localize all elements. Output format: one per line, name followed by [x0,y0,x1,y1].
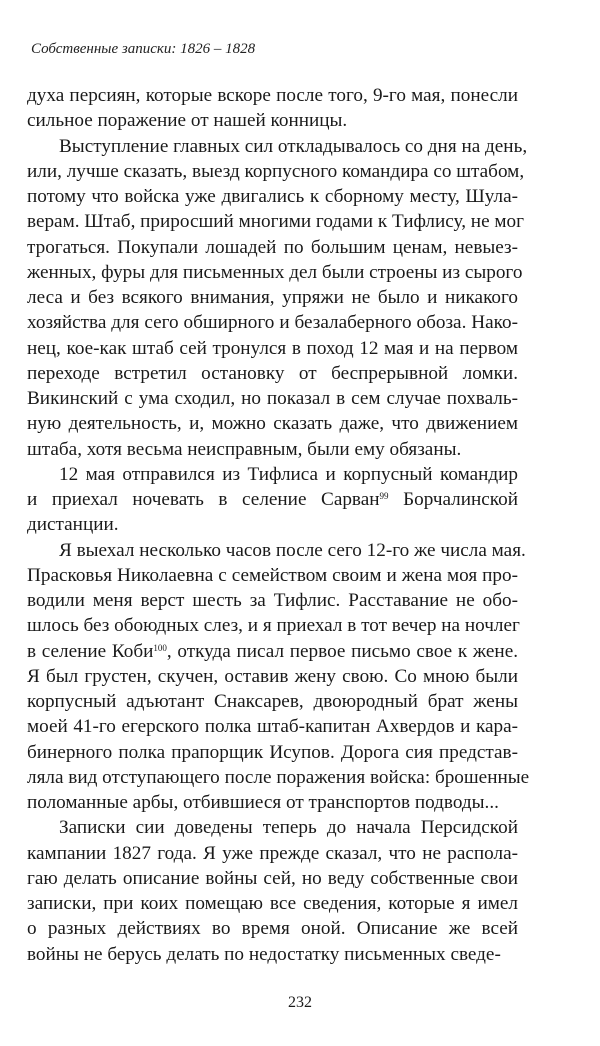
text-line: водили меня верст шесть за Тифлис. Расставание не обо- [27,590,518,611]
text-line: гаю делать описание войны сей, но веду собственные свои [27,867,518,889]
text-line: кампании 1827 года. Я уже прежде сказал, что не распола- [27,842,518,864]
paragraph [27,538,530,816]
body-text [27,83,530,967]
text-segment: Борчалинской [388,489,518,510]
paragraph [27,462,518,538]
text-line: корпусный адъютант Снаксарев, двоюродный брат жены [27,691,518,712]
text-line: Прасковья Николаевна с семейством своим и жена моя про- [27,564,518,586]
text-segment: , откуда писал первое письмо свое к жене. [166,640,519,662]
text-line: Выступление главных сил откладывалось со дня на день, [59,135,528,157]
text-line: ляла вид отступающего после поражения войска: брошенные [27,766,530,788]
text-line: шлось без обоюдных слез, и я приехал в тот вечер на ночлег [27,615,520,637]
text-segment: и приехал ночевать в селение Сарван [27,489,380,510]
text-line: войны не берусь делать по недостатку письменных сведе- [27,943,501,965]
page-number: 232 [288,994,312,1011]
text-line: бинерного полка прапорщик Исупов. Дорога сия представ- [27,741,518,763]
text-line: или, лучше сказать, выезд корпусного командира со штабом, [27,160,525,182]
text-line: о разных действиях во время оной. Описание же всей [27,918,518,940]
text-line: нец, кое-как штаб сей тронулся в поход 12 мая и на первом [27,337,518,359]
text-line: верам. Штаб, приросший многими годами к Тифлису, не мог [27,211,524,233]
footnote-ref: 99 [379,491,389,501]
text-line: записки, при коих помещаю все сведения, которые я имел [27,893,518,914]
text-line: дистанции. [27,514,119,536]
text-line: моей 41-го егерского полка штаб-капитан Ахвердов и кара- [27,716,518,738]
text-line: штаба, хотя весьма неисправным, были ему обязаны. [27,438,462,460]
text-line: 12 мая отправился из Тифлиса и корпусный командир [59,463,518,485]
text-line [27,639,518,664]
text-line: духа персиян, которые вскоре после того, 9-го мая, понесли [27,85,518,106]
text-line: Я выехал несколько часов после сего 12-го же числа мая. [59,539,526,561]
text-line: трогаться. Покупали лошадей по большим ценам, невыез- [27,236,518,258]
paragraph [27,134,528,462]
text-line: сильное поражение от нашей конницы. [27,110,348,132]
text-segment: в селение Коби [27,640,154,662]
text-line: поломанные арбы, отбившиеся от транспортов подводы... [27,792,499,813]
text-line: ную деятельность, и, можно сказать даже, что движением [27,413,518,435]
text-line: переходе встретил остановку от беспрерывной ломки. [27,362,518,384]
text-line: Викинский с ума сходил, но показал в сем случае похваль- [27,388,518,409]
text-line [27,487,518,512]
text-line: потому что войска уже двигались к сборному месту, Шула- [27,186,518,207]
text-line: женных, фуры для письменных дел были строены из сырого [27,261,523,283]
running-head: Собственные записки: 1826 – 1828 [31,41,256,57]
paragraph [27,815,518,967]
text-line: хозяйства для сего обширного и безалаберного обоза. Нако- [27,312,518,334]
footnote-ref: 100 [153,642,167,653]
text-line: Записки сии доведены теперь до начала Персидской [59,817,518,839]
text-line: леса и без всякого внимания, упряжи не было и никакого [27,287,518,308]
paragraph [27,83,518,134]
text-line: Я был грустен, скучен, оставив жену свою. Со мною были [27,665,518,687]
